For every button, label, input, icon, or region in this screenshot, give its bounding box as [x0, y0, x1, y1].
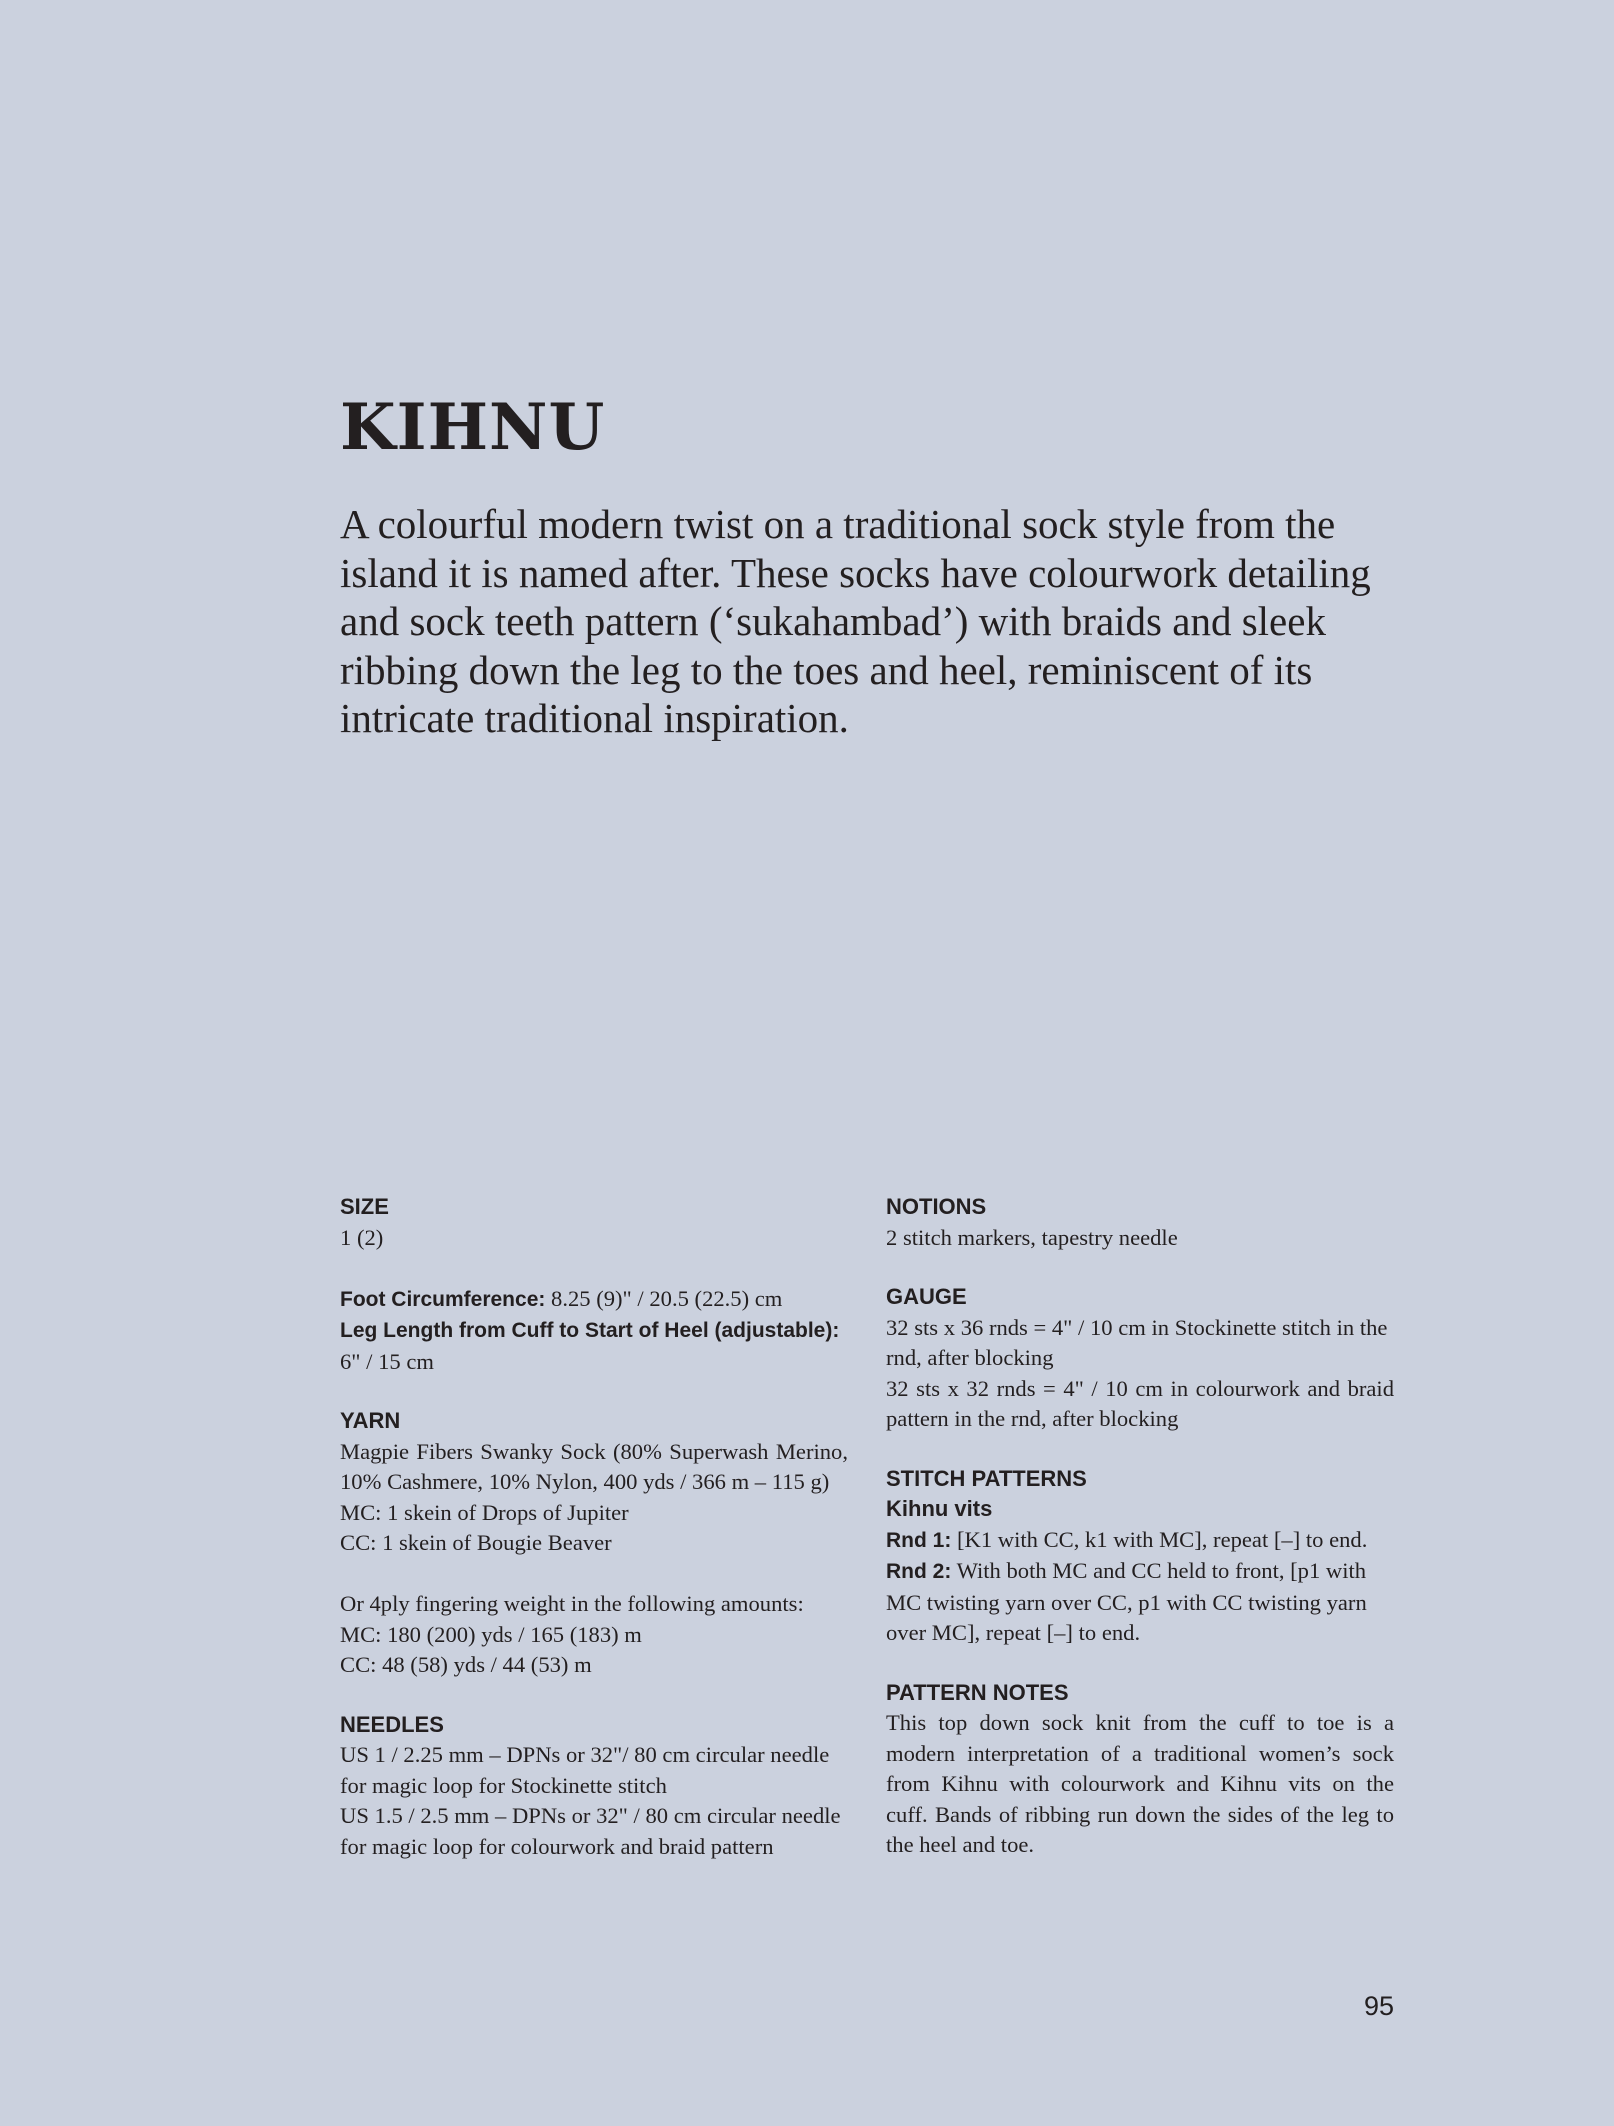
round-2-text: With both MC and CC held to front, [p1 with MC twisting yarn over CC, p1 with CC twisting yarn over MC], repeat [–] to end. [886, 1558, 1367, 1645]
round-1-label: Rnd 1: [886, 1528, 952, 1552]
pattern-notes-heading: PATTERN NOTES [886, 1679, 1069, 1705]
size-value: 1 (2) [340, 1224, 384, 1250]
stitch-patterns-heading: STITCH PATTERNS [886, 1465, 1087, 1491]
notions-value: 2 stitch markers, tapestry needle [886, 1224, 1178, 1250]
leg-length [340, 1315, 848, 1347]
pattern-notes-text: This top down sock knit from the cuff to toe is a modern interpretation of a traditional women’s sock from Kihnu with colourwork and Kihnu vits on the cuff. Bands of ribbing run down the sides of the leg to the heel and toe. [886, 1710, 1394, 1857]
round-2-label: Rnd 2: [886, 1560, 952, 1583]
left-column [340, 1192, 848, 1862]
pattern-notes-section [886, 1678, 1394, 1861]
yarn-cc: CC: 1 skein of Bougie Beaver [340, 1530, 612, 1555]
leg-length-value: 6" / 15 cm [340, 1348, 434, 1374]
yarn-description: Magpie Fibers Swanky Sock (80% Superwash Merino, 10% Cashmere, 10% Nylon, 400 yds / 366 m – 115 g) [340, 1438, 848, 1494]
stitch-patterns-subheading: Kihnu vits [886, 1496, 993, 1521]
size-heading: SIZE [340, 1194, 389, 1219]
gauge-section [886, 1282, 1394, 1435]
notions-heading: NOTIONS [886, 1194, 987, 1219]
yarn-mc: MC: 1 skein of Drops of Jupiter [340, 1499, 629, 1525]
right-column [886, 1192, 1394, 1861]
round-1-text: [K1 with CC, k1 with MC], repeat [–] to end. [951, 1526, 1368, 1552]
notions-section [886, 1192, 1394, 1253]
gauge-line-1: 32 sts x 36 rnds = 4" / 10 cm in Stockinette stitch in the rnd, after blocking [886, 1314, 1388, 1370]
yarn-alt-mc: MC: 180 (200) yds / 165 (183) m [340, 1621, 642, 1647]
size-section [340, 1192, 848, 1377]
round-1 [886, 1525, 1394, 1557]
needles-line-2: US 1.5 / 2.5 mm – DPNs or 32" / 80 cm circular needle for magic loop for colourwork and braid pattern [340, 1803, 841, 1859]
leg-length-label: Leg Length from Cuff to Start of Heel (adjustable): [340, 1319, 840, 1342]
yarn-alt-cc: CC: 48 (58) yds / 44 (53) m [340, 1652, 592, 1677]
needles-line-1: US 1 / 2.25 mm – DPNs or 32"/ 80 cm circular needle for magic loop for Stockinette stitch [340, 1742, 830, 1798]
intro-paragraph: A colourful modern twist on a traditional sock style from the island it is named after. These socks have colourwork detailing and sock teeth pattern (‘sukahambad’) with braids and sleek ribbing down the leg to the toes and heel, reminiscent of its intricate traditional inspiration. [340, 501, 1371, 741]
foot-circumference-value: 8.25 (9)" / 20.5 (22.5) cm [545, 1285, 783, 1311]
gauge-heading: GAUGE [886, 1284, 967, 1309]
yarn-section [340, 1406, 848, 1681]
stitch-patterns-section [886, 1464, 1394, 1649]
round-2 [886, 1556, 1394, 1649]
gauge-line-2: 32 sts x 32 rnds = 4" / 10 cm in colourwork and braid pattern in the rnd, after blocking [886, 1375, 1394, 1431]
foot-circumference [340, 1284, 848, 1316]
needles-section [340, 1710, 848, 1863]
yarn-heading: YARN [340, 1408, 401, 1433]
yarn-alt-intro: Or 4ply fingering weight in the following amounts: [340, 1591, 804, 1616]
foot-circumference-label: Foot Circumference: [340, 1287, 546, 1311]
page-title: KIHNU [340, 390, 606, 465]
needles-heading: NEEDLES [340, 1711, 444, 1737]
page-number: 95 [1363, 1991, 1394, 2021]
